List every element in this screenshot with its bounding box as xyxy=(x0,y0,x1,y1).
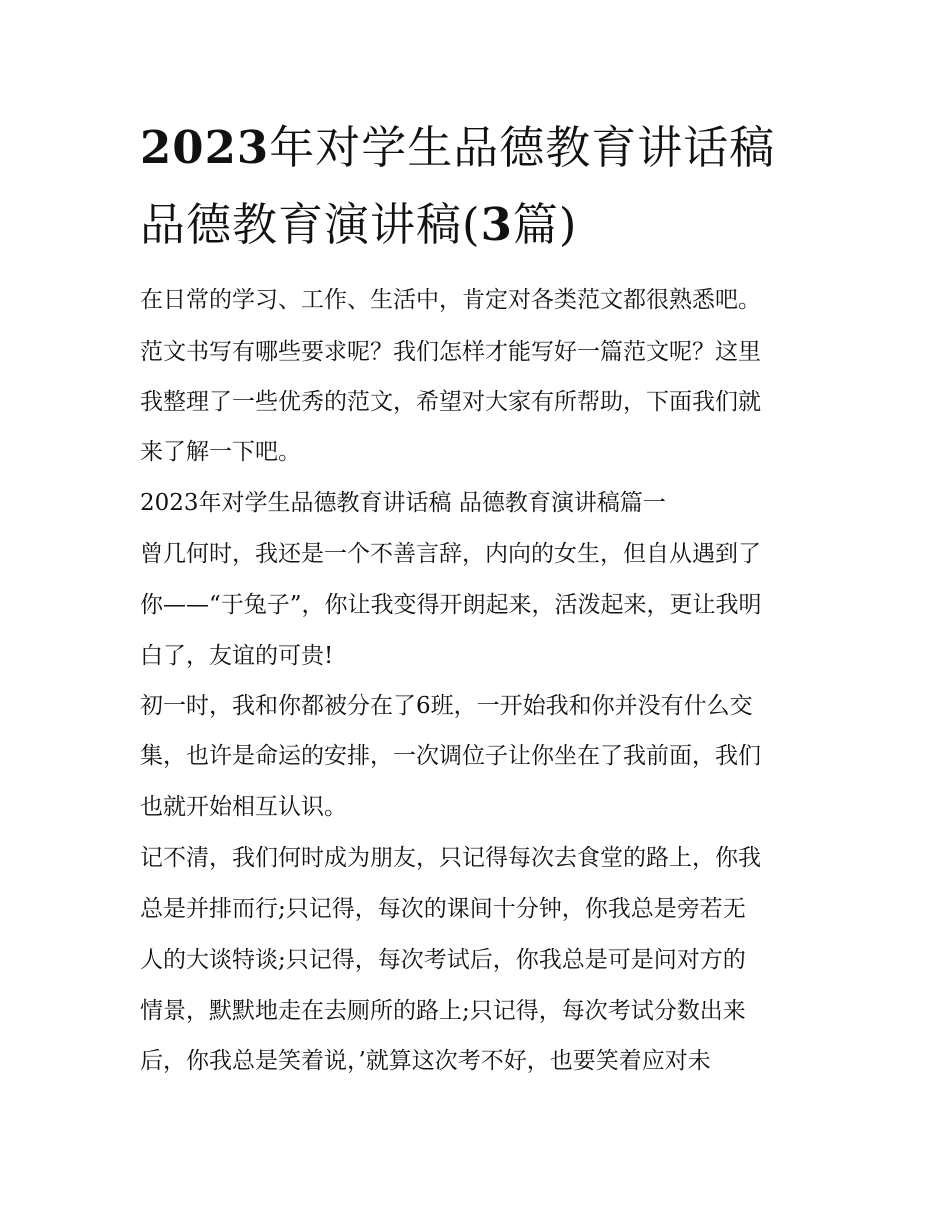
document-title-line-2 xyxy=(140,189,820,261)
body-line: 情景，默默地走在去厕所的路上;只记得，每次考试分数出来 xyxy=(140,998,746,1024)
body-line: 来了解一下吧。 xyxy=(140,439,301,465)
document-title-line-1 xyxy=(140,112,820,184)
body-line: 我整理了一些优秀的范文，希望对大家有所帮助，下面我们就 xyxy=(140,389,761,415)
title-line-1-text: 年对学生品德教育讲话稿 xyxy=(269,121,776,174)
title-count: 3 xyxy=(480,198,513,251)
section-heading: 2023年对学生品德教育讲话稿 品德教育演讲稿篇一 xyxy=(140,490,666,516)
body-line: 集，也许是命运的安排，一次调位子让你坐在了我前面，我们 xyxy=(140,743,761,769)
body-line: 人的大谈特谈;只记得，每次考试后，你我总是可是问对方的 xyxy=(140,947,746,973)
body-line: 也就开始相互认识。 xyxy=(140,794,347,820)
body-line: 曾几何时，我还是一个不善言辞，内向的女生，但自从遇到了 xyxy=(140,541,761,567)
title-line-2-text: 品德教育演讲稿( xyxy=(140,198,481,251)
title-line-2-end: 篇) xyxy=(512,198,578,251)
body-line: 在日常的学习、工作、生活中，肯定对各类范文都很熟悉吧。 xyxy=(140,287,761,313)
body-line: 初一时，我和你都被分在了6班，一开始我和你并没有什么交 xyxy=(140,693,753,719)
body-line: 记不清，我们何时成为朋友，只记得每次去食堂的路上，你我 xyxy=(140,845,761,871)
title-year: 2023 xyxy=(140,121,270,174)
body-line: 后，你我总是笑着说，’就算这次考不好，也要笑着应对未 xyxy=(140,1048,711,1074)
body-line: 你——“于兔子”，你让我变得开朗起来，活泼起来，更让我明 xyxy=(140,592,762,618)
body-line: 范文书写有哪些要求呢？我们怎样才能写好一篇范文呢？这里 xyxy=(140,339,761,365)
body-line: 白了，友谊的可贵! xyxy=(140,643,334,669)
body-line: 总是并排而行;只记得，每次的课间十分钟，你我总是旁若无 xyxy=(140,896,746,922)
